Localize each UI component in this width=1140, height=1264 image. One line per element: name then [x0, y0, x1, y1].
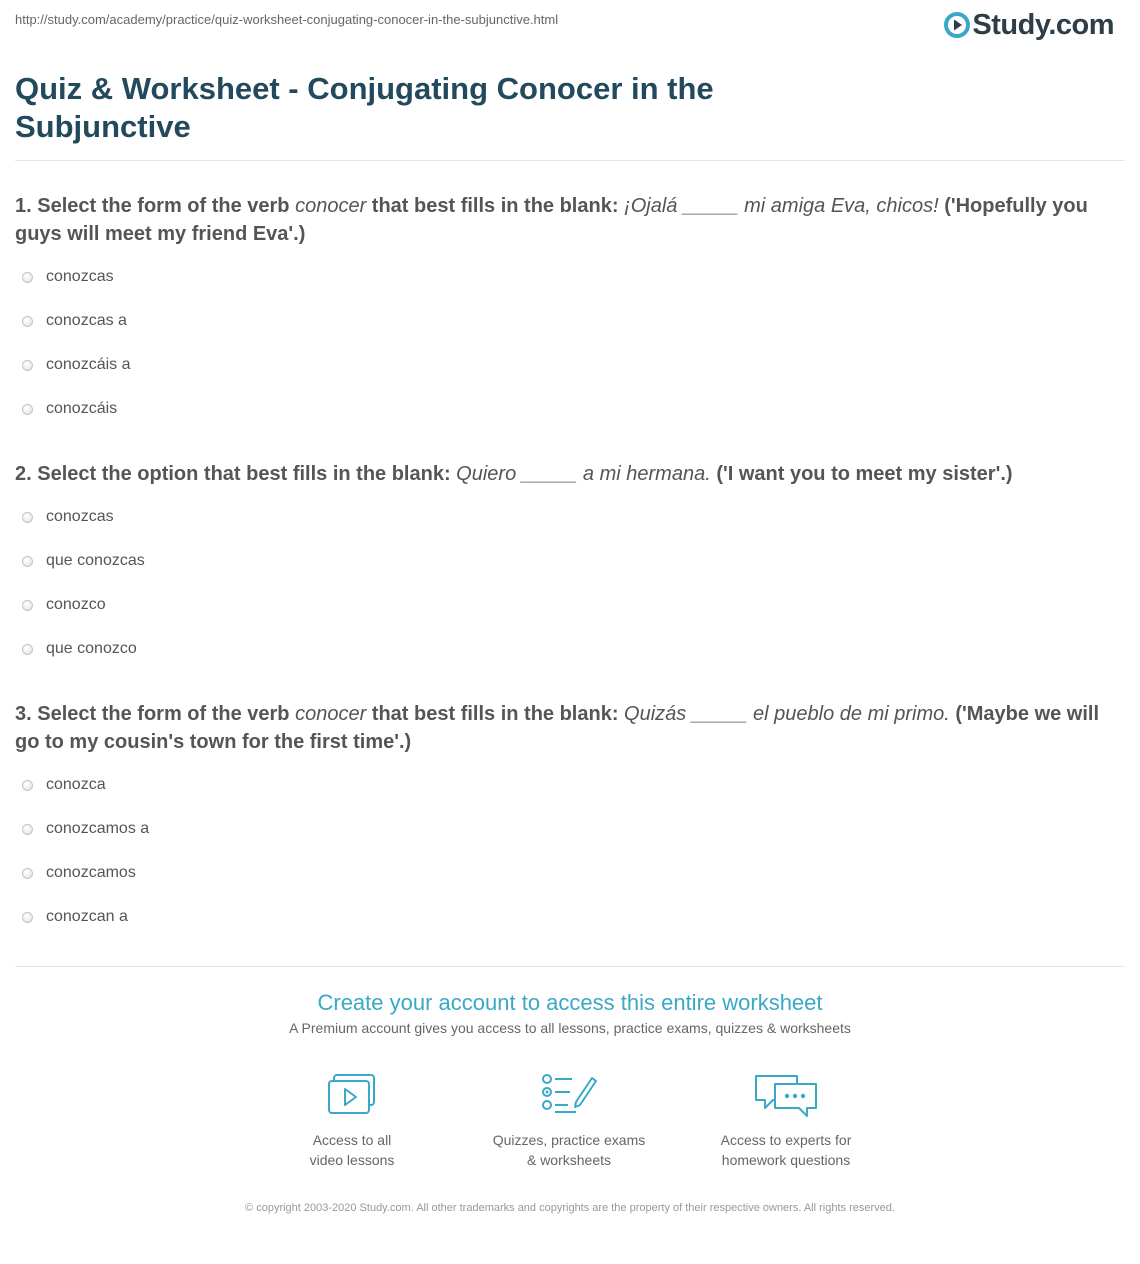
chat-bubbles-icon — [753, 1072, 819, 1118]
question-number: 3. — [15, 703, 32, 725]
answer-option[interactable] — [22, 551, 145, 571]
question-text: Select the form of the verb — [31, 703, 296, 725]
answer-option[interactable] — [22, 775, 106, 795]
question-number: 2. — [15, 463, 32, 485]
study-logo[interactable] — [944, 8, 1114, 42]
radio-button[interactable] — [22, 272, 33, 283]
copyright-text: © copyright 2003-2020 Study.com. All other trademarks and copyrights are the property of their respective owners. All rights reserved. — [245, 1202, 895, 1214]
video-lessons-icon — [325, 1072, 379, 1118]
question-1 — [15, 192, 1120, 248]
feature-experts — [686, 1072, 886, 1170]
question-3 — [15, 700, 1120, 756]
answer-option[interactable] — [22, 819, 149, 839]
radio-button[interactable] — [22, 600, 33, 611]
option-label: conozcas a — [46, 312, 127, 329]
option-label: conozcas — [46, 268, 114, 285]
question-2 — [15, 460, 1120, 488]
option-label: conozcamos a — [46, 820, 150, 837]
verb-word: conocer — [295, 703, 367, 725]
answer-option[interactable] — [22, 267, 114, 287]
feature-label-line: video lessons — [309, 1152, 395, 1168]
option-label: conozcan a — [46, 908, 128, 925]
radio-button[interactable] — [22, 868, 33, 879]
feature-video-lessons — [252, 1072, 452, 1170]
answer-option[interactable] — [22, 311, 127, 331]
option-label: conozco — [46, 596, 106, 613]
radio-button[interactable] — [22, 780, 33, 791]
answer-option[interactable] — [22, 399, 117, 419]
feature-quizzes — [469, 1072, 669, 1170]
create-account-link[interactable]: Create your account to access this entire worksheet — [317, 990, 823, 1015]
spanish-sentence: Quiero _____ a mi hermana. — [456, 463, 711, 485]
option-label: conozcáis a — [46, 356, 131, 373]
answer-option[interactable] — [22, 863, 136, 883]
translation: ('Maybe we will go to my cousin's town for the first time'.) — [15, 703, 1100, 753]
logo-text — [972, 9, 1114, 42]
question-number: 1. — [15, 195, 32, 217]
spanish-sentence: Quizás _____ el pueblo de mi primo. — [624, 703, 950, 725]
radio-button[interactable] — [22, 644, 33, 655]
feature-label-line: Quizzes, practice exams — [492, 1132, 646, 1148]
question-text: Select the option that best fills in the blank: — [31, 463, 457, 485]
answer-option[interactable] — [22, 355, 131, 375]
option-label: conozca — [46, 776, 106, 793]
logo-text-main: Study — [972, 8, 1049, 41]
radio-button[interactable] — [22, 360, 33, 371]
quiz-checklist-icon — [540, 1072, 598, 1118]
translation: ('Hopefully you guys will meet my friend Eva'.) — [15, 195, 1088, 245]
option-label: conozcáis — [46, 400, 118, 417]
feature-label-line: homework questions — [721, 1152, 851, 1168]
logo-text-suffix: .com — [1048, 8, 1114, 41]
feature-label-line: Access to all — [312, 1132, 392, 1148]
question-text: Select the form of the verb — [31, 195, 296, 217]
premium-description: A Premium account gives you access to all lessons, practice exams, quizzes & worksheets — [289, 1020, 851, 1036]
radio-button[interactable] — [22, 556, 33, 567]
section-divider — [15, 966, 1125, 967]
answer-option[interactable] — [22, 639, 137, 659]
page-url: http://study.com/academy/practice/quiz-worksheet-conjugating-conocer-in-the-subjunctive.html — [15, 12, 559, 27]
option-label: que conozcas — [46, 552, 145, 569]
translation: ('I want you to meet my sister'.) — [710, 463, 1013, 485]
feature-label-line: Access to experts for — [720, 1132, 852, 1148]
verb-word: conocer — [295, 195, 367, 217]
option-label: conozcas — [46, 508, 114, 525]
page-title: Quiz & Worksheet - Conjugating Conocer in the Subjunctive — [15, 71, 714, 144]
radio-button[interactable] — [22, 404, 33, 415]
radio-button[interactable] — [22, 512, 33, 523]
answer-option[interactable] — [22, 907, 128, 927]
question-text: that best fills in the blank: — [366, 703, 625, 725]
option-label: que conozco — [46, 640, 137, 657]
option-label: conozcamos — [46, 864, 136, 881]
radio-button[interactable] — [22, 824, 33, 835]
title-divider — [15, 160, 1125, 161]
answer-option[interactable] — [22, 595, 106, 615]
radio-button[interactable] — [22, 316, 33, 327]
feature-label-line: & worksheets — [526, 1152, 612, 1168]
answer-option[interactable] — [22, 507, 114, 527]
play-circle-icon — [944, 12, 970, 38]
spanish-sentence: ¡Ojalá _____ mi amiga Eva, chicos! — [624, 195, 939, 217]
question-text: that best fills in the blank: — [366, 195, 625, 217]
radio-button[interactable] — [22, 912, 33, 923]
